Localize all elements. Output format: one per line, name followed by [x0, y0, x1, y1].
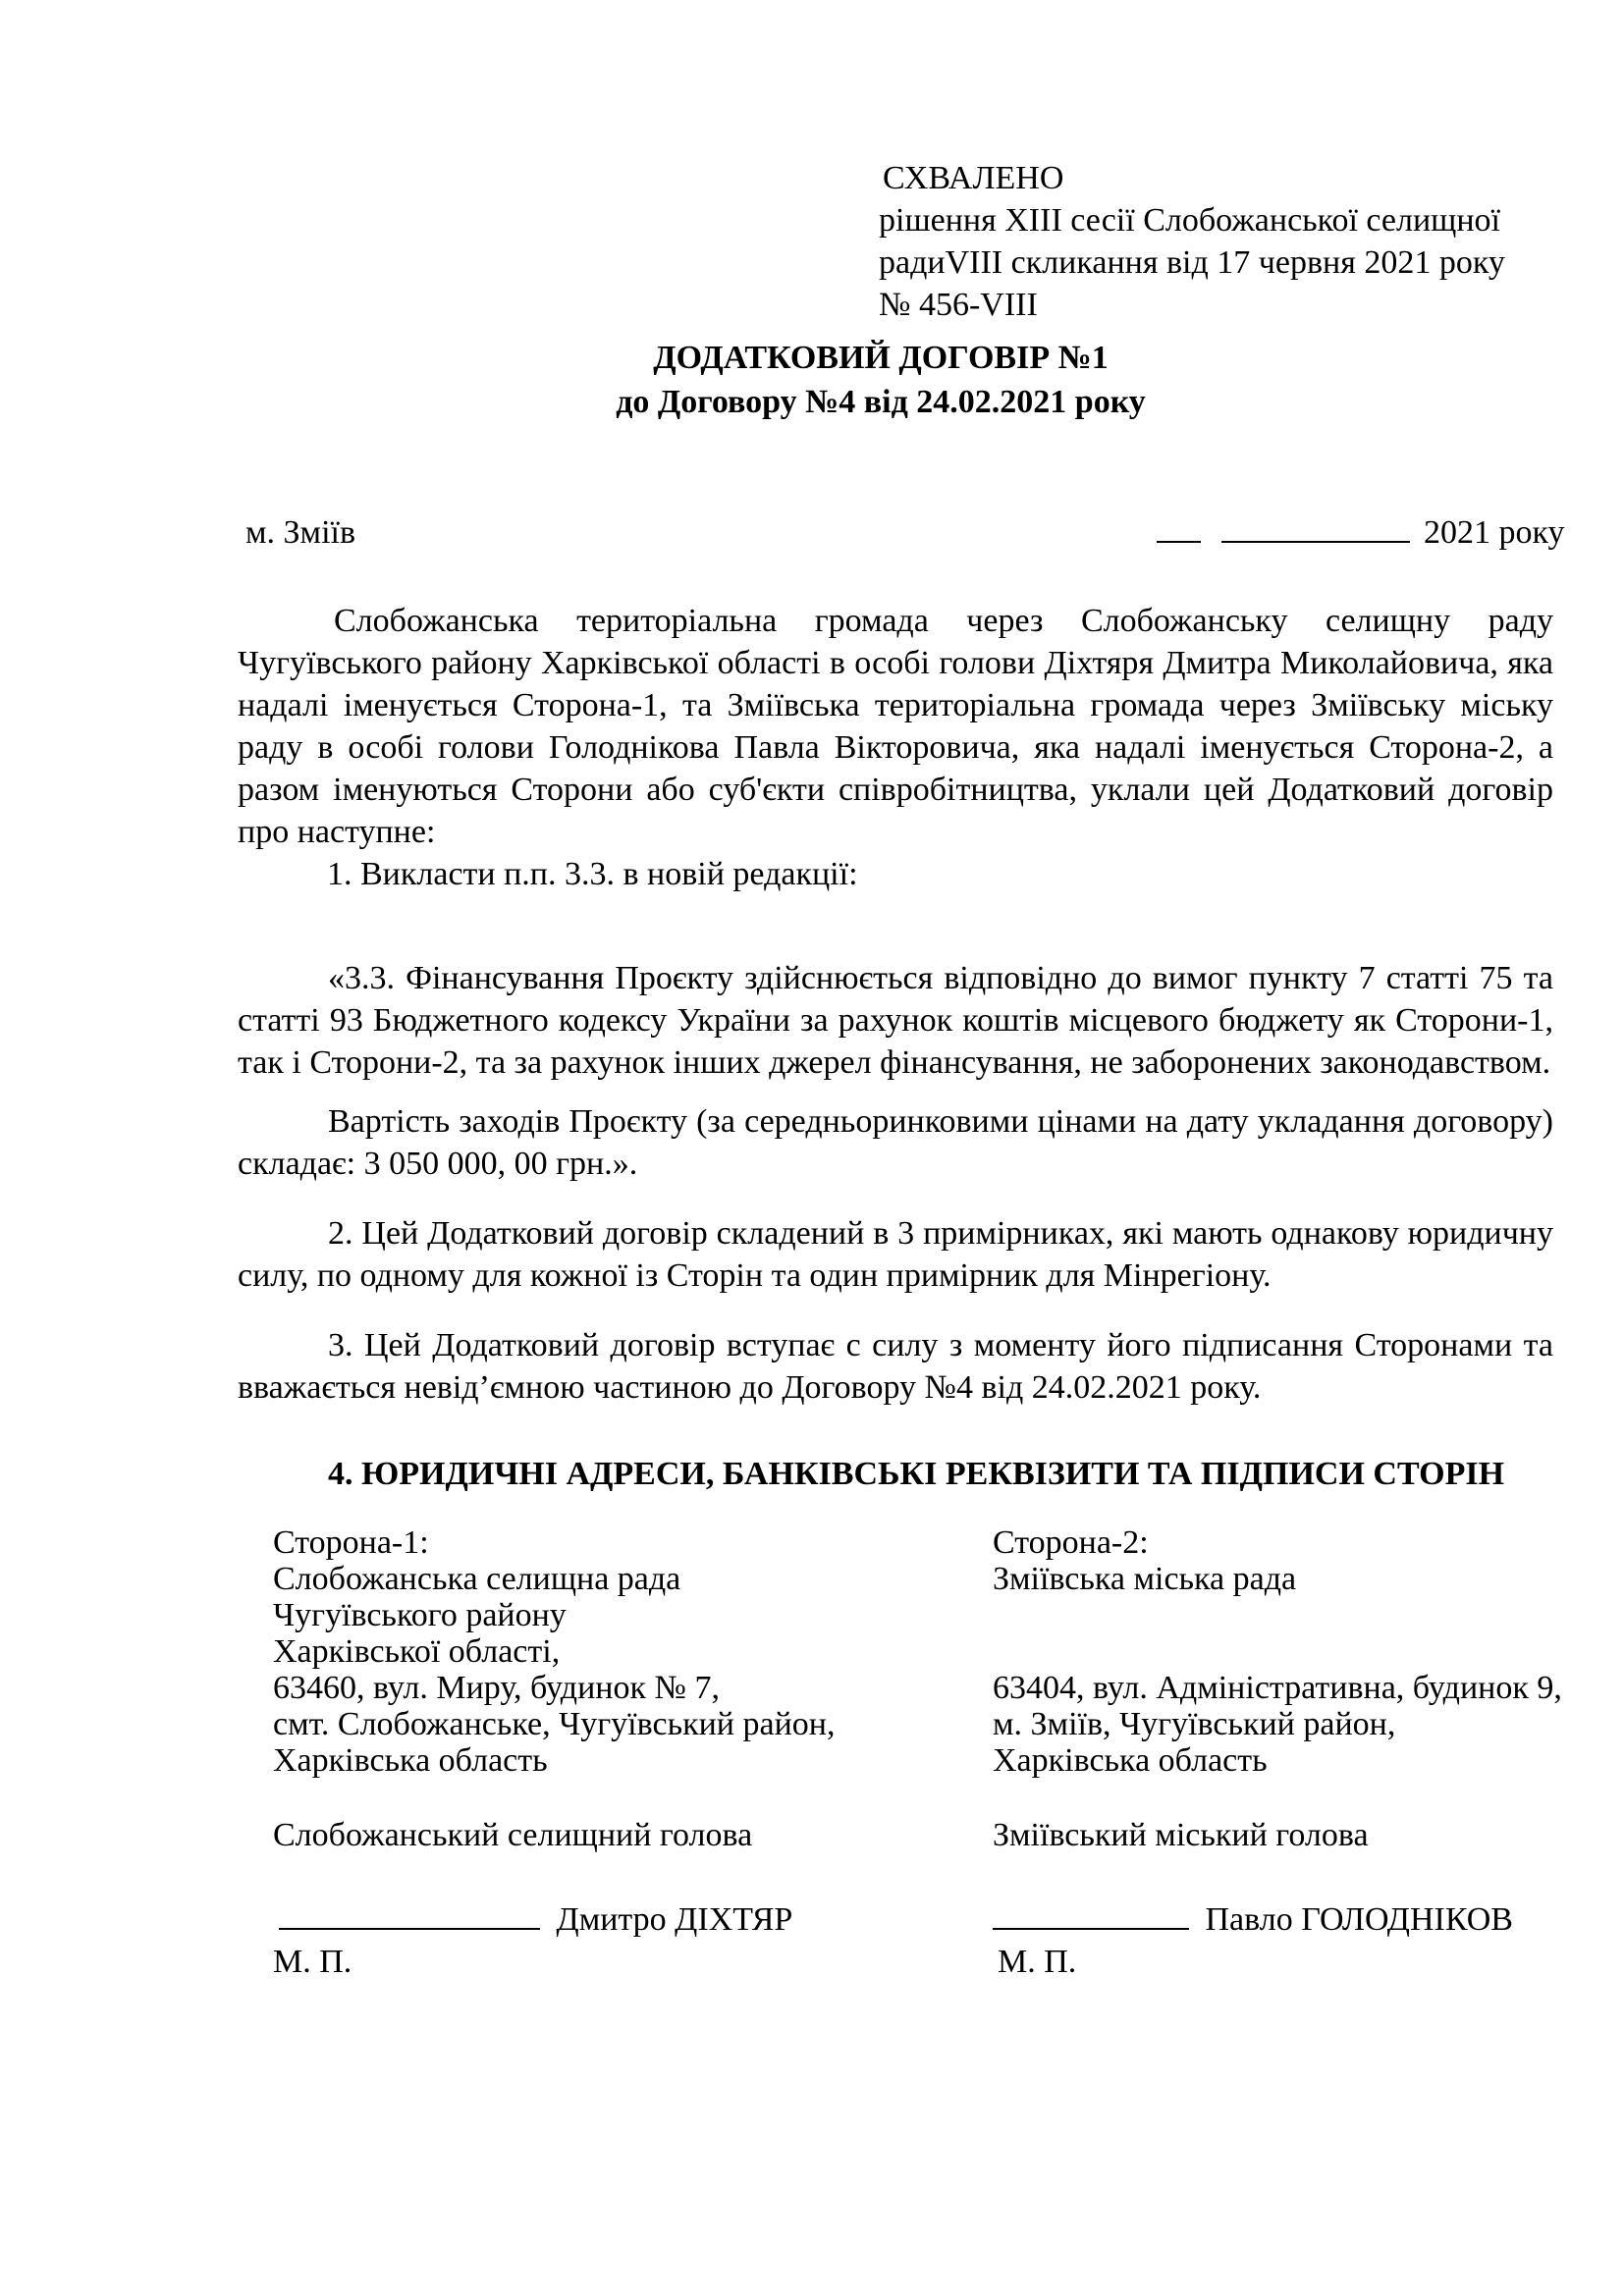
- year-text: 2021 року: [1424, 514, 1565, 551]
- party-1-details: [273, 1524, 835, 1779]
- party-1-position: Слобожанський селищний голова: [273, 1817, 753, 1853]
- party-2-address-line-3: Харківська область: [993, 1742, 1268, 1779]
- place-of-signing: м. Зміїв: [245, 514, 356, 551]
- party-2-address-line-2: м. Зміїв, Чугуївський район,: [993, 1706, 1396, 1742]
- party-1-name-line-2: Чугуївського району: [273, 1597, 567, 1633]
- item-1: 1. Викласти п.п. 3.3. в новій редакції:: [327, 856, 858, 892]
- month-blank: [1221, 541, 1410, 543]
- party-2-empty-line-1: [993, 1597, 1562, 1633]
- party-2-signatory: Павло ГОЛОДНІКОВ: [1205, 1901, 1513, 1938]
- party-1-signature-line: [279, 1901, 792, 1939]
- party-2-signature-blank: [993, 1928, 1189, 1930]
- party-1-label: Сторона-1:: [273, 1524, 429, 1561]
- date-of-signing: [1157, 514, 1565, 552]
- intro-paragraph: Слобожанська територіальна громада через Слобожанську селищну раду Чугуївського району Харківської області в особі голови Діхтяря Дмитра Миколайовича, яка надалі іменується Сторона-1, та Зміївська територіальна громада через Зміївську міську раду в особі голови Голоднікова Павла Вікторовича, яка надалі іменується Сторона-2, а разом іменуються Сторони або суб'єкти співробітництва, уклали цей Додатковий договір про наступне:: [238, 603, 1553, 850]
- approval-block: [879, 157, 1505, 326]
- party-1-address-line-3: Харківська область: [273, 1742, 548, 1779]
- clause-3-3-text: «3.3. Фінансування Проєкту здійснюється відповідно до вимог пункту 7 статті 75 та статті 93 Бюджетного кодексу України за рахунок коштів місцевого бюджету як Сторони-1, так і Сторони-2, та за рахунок інших джерел фінансування, не заборонених законодавством.: [238, 960, 1553, 1081]
- party-2-empty-line-2: [993, 1633, 1562, 1670]
- approval-number: № 456-VIII: [879, 287, 1038, 323]
- party-1-address-line-2: смт. Слобожанське, Чугуївський район,: [273, 1706, 836, 1742]
- approval-convocation-line: радиVIII скликання від 17 червня 2021 року: [879, 244, 1505, 281]
- party-2-name-line-1: Зміївська міська рада: [993, 1561, 1297, 1597]
- party-1-signature-blank: [279, 1928, 540, 1930]
- party-2-details: [993, 1524, 1562, 1779]
- approval-decision-line: рішення XIII сесії Слобожанської селищної: [879, 202, 1500, 239]
- item-2: 2. Цей Додатковий договір складений в 3 примірниках, які мають однакову юридичну силу, по одному для кожної із Сторін та один примірник для Мінрегіону.: [238, 1215, 1553, 1294]
- party-1-name-line-3: Харківської області,: [273, 1633, 561, 1670]
- section-4-title: 4. ЮРИДИЧНІ АДРЕСИ, БАНКІВСЬКІ РЕКВІЗИТИ ТА ПІДПИСИ СТОРІН: [328, 1456, 1505, 1492]
- day-blank: [1157, 541, 1201, 543]
- item-3: 3. Цей Додатковий договір вступає с силу з моменту його підписання Сторонами та вважається невід’ємною частиною до Договору №4 від 24.02.2021 року.: [238, 1327, 1553, 1406]
- party-1-seal: М. П.: [273, 1944, 352, 1980]
- party-2-address-line-1: 63404, вул. Адміністративна, будинок 9,: [993, 1670, 1562, 1706]
- clause-3-3-cost: Вартість заходів Проєкту (за середньоринковими цінами на дату укладання договору) складає: 3 050 000, 00 грн.».: [238, 1103, 1553, 1182]
- party-2-seal: М. П.: [998, 1944, 1077, 1980]
- party-1-signatory: Дмитро ДІХТЯР: [556, 1901, 793, 1938]
- approval-heading: СХВАЛЕНО: [883, 160, 1064, 196]
- document-title: ДОДАТКОВИЙ ДОГОВІР №1: [653, 340, 1109, 376]
- party-2-position: Зміївський міський голова: [993, 1817, 1369, 1853]
- party-1-address-line-1: 63460, вул. Миру, будинок № 7,: [273, 1670, 720, 1706]
- document-subtitle: до Договору №4 від 24.02.2021 року: [616, 384, 1146, 420]
- party-2-signature-line: [993, 1901, 1513, 1939]
- party-1-name-line-1: Слобожанська селищна рада: [273, 1561, 681, 1597]
- party-2-label: Сторона-2:: [993, 1524, 1149, 1561]
